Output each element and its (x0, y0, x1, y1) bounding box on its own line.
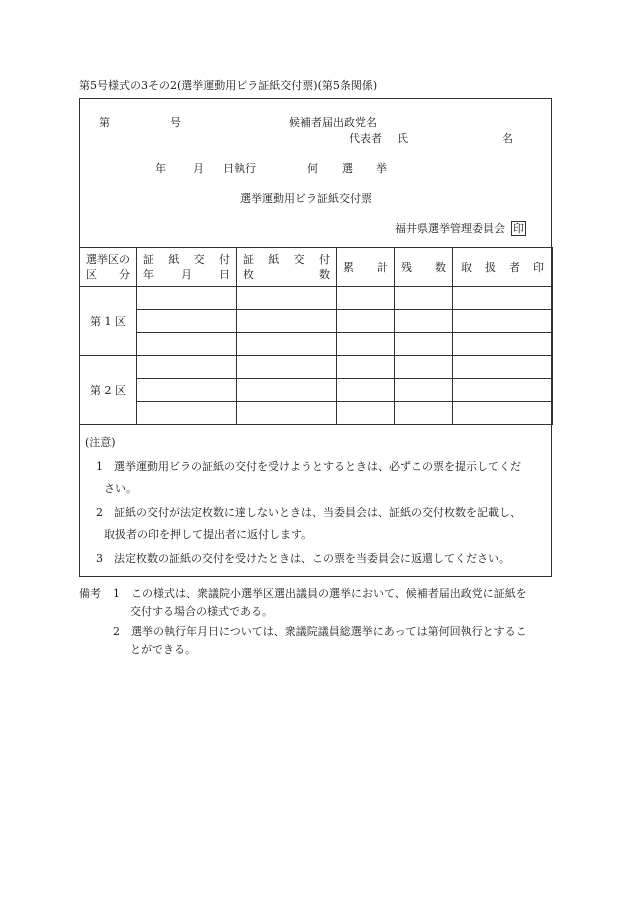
remark-2-line1: 2 選挙の執行年月日については、衆議院議員総選挙にあっては第何回執行とするこ (113, 625, 527, 638)
header-issue-date-line1: 証 紙 交 付 (143, 253, 230, 266)
table-cell[interactable] (237, 310, 337, 333)
representative-label: 代表者 (349, 132, 382, 145)
month-label: 月 (193, 162, 204, 175)
table-cell[interactable] (137, 379, 237, 402)
table-cell[interactable] (137, 333, 237, 356)
remarks-label: 備考 (79, 587, 101, 600)
year-label: 年 (155, 162, 166, 175)
table-cell[interactable] (395, 356, 453, 379)
district-1-cell: 第 1 区 (80, 287, 137, 356)
number-label-go: 号 (170, 116, 181, 129)
header-district-line1: 選 挙 区 の (86, 253, 130, 266)
header-cumulative: 累 計 (337, 248, 395, 287)
note-3: 3 法定枚数の証紙の交付を受けたときは、この票を当委員会に返還してください。 (96, 552, 510, 565)
committee-signature (395, 221, 526, 236)
candidate-party-label: 候補者届出政党名 (289, 116, 377, 129)
table-row (80, 402, 553, 425)
header-issue-date-line2: 年 月 日 (143, 268, 230, 281)
table-row (80, 333, 553, 356)
table-cell[interactable] (395, 287, 453, 310)
table-cell[interactable] (137, 402, 237, 425)
note-1-line1: 1 選挙運動用ビラの証紙の交付を受けようとするときは、必ずこの票を提示してくだ (96, 460, 521, 473)
table-cell[interactable] (237, 333, 337, 356)
remark-2-line2: とができる。 (130, 643, 196, 656)
table-cell[interactable] (237, 287, 337, 310)
table-row (80, 356, 553, 379)
committee-name: 福井県選挙管理委員会 (395, 222, 505, 235)
name-label-shi: 氏 (397, 132, 408, 145)
table-cell[interactable] (453, 402, 553, 425)
remark-1-line2: 交付する場合の様式である。 (130, 605, 273, 618)
table-cell[interactable] (237, 379, 337, 402)
election-label-3: 挙 (376, 162, 387, 175)
table-cell[interactable] (337, 402, 395, 425)
table-cell[interactable] (453, 379, 553, 402)
table-row (80, 379, 553, 402)
table-cell[interactable] (337, 287, 395, 310)
table-cell[interactable] (137, 287, 237, 310)
table-header (80, 248, 553, 287)
ticket-title: 選挙運動用ビラ証紙交付票 (240, 192, 372, 205)
table-cell[interactable] (395, 402, 453, 425)
table-cell[interactable] (453, 333, 553, 356)
header-handler-seal: 取 扱 者 印 (453, 248, 553, 287)
header-remaining: 残 数 (395, 248, 453, 287)
remark-1-line1: 1 この様式は、衆議院小選挙区選出議員の選挙において、候補者届出政党に証紙を (113, 587, 527, 600)
table-cell[interactable] (395, 379, 453, 402)
note-1-line2: さい。 (104, 482, 137, 495)
table-cell[interactable] (237, 356, 337, 379)
table-cell[interactable] (337, 310, 395, 333)
table-cell[interactable] (395, 310, 453, 333)
table-cell[interactable] (237, 402, 337, 425)
header-issue-date (137, 248, 237, 287)
header-issue-count-line2: 枚 数 (243, 268, 330, 281)
note-2-line2: 取扱者の印を押して提出者に返付します。 (104, 528, 313, 541)
header-district (80, 248, 137, 287)
name-label-mei: 名 (502, 132, 513, 145)
note-2-line1: 2 証紙の交付が法定枚数に達しないときは、当委員会は、証紙の交付枚数を記載し、 (96, 506, 521, 519)
header-district-line2: 区 分 (86, 268, 130, 281)
table-cell[interactable] (337, 379, 395, 402)
table-row (80, 310, 553, 333)
number-label-dai: 第 (99, 116, 110, 129)
table-row (80, 287, 553, 310)
table-cell[interactable] (137, 356, 237, 379)
table-cell[interactable] (337, 333, 395, 356)
election-label-1: 何 (307, 162, 318, 175)
district-2-cell: 第 2 区 (80, 356, 137, 425)
table-cell[interactable] (395, 333, 453, 356)
seal-mark: 印 (513, 222, 524, 235)
table-cell[interactable] (453, 356, 553, 379)
election-label-2: 選 (342, 162, 353, 175)
table-cell[interactable] (137, 310, 237, 333)
header-issue-count (237, 248, 337, 287)
table-cell[interactable] (453, 310, 553, 333)
form-title: 第5号様式の3その2(選挙運動用ビラ証紙交付票)(第5条関係) (79, 79, 378, 92)
execution-day-label: 日執行 (223, 162, 256, 175)
table-cell[interactable] (337, 356, 395, 379)
table-cell[interactable] (453, 287, 553, 310)
issue-record-table (79, 247, 553, 425)
notes-heading: (注意) (85, 436, 116, 449)
header-issue-count-line1: 証 紙 交 付 (243, 253, 330, 266)
